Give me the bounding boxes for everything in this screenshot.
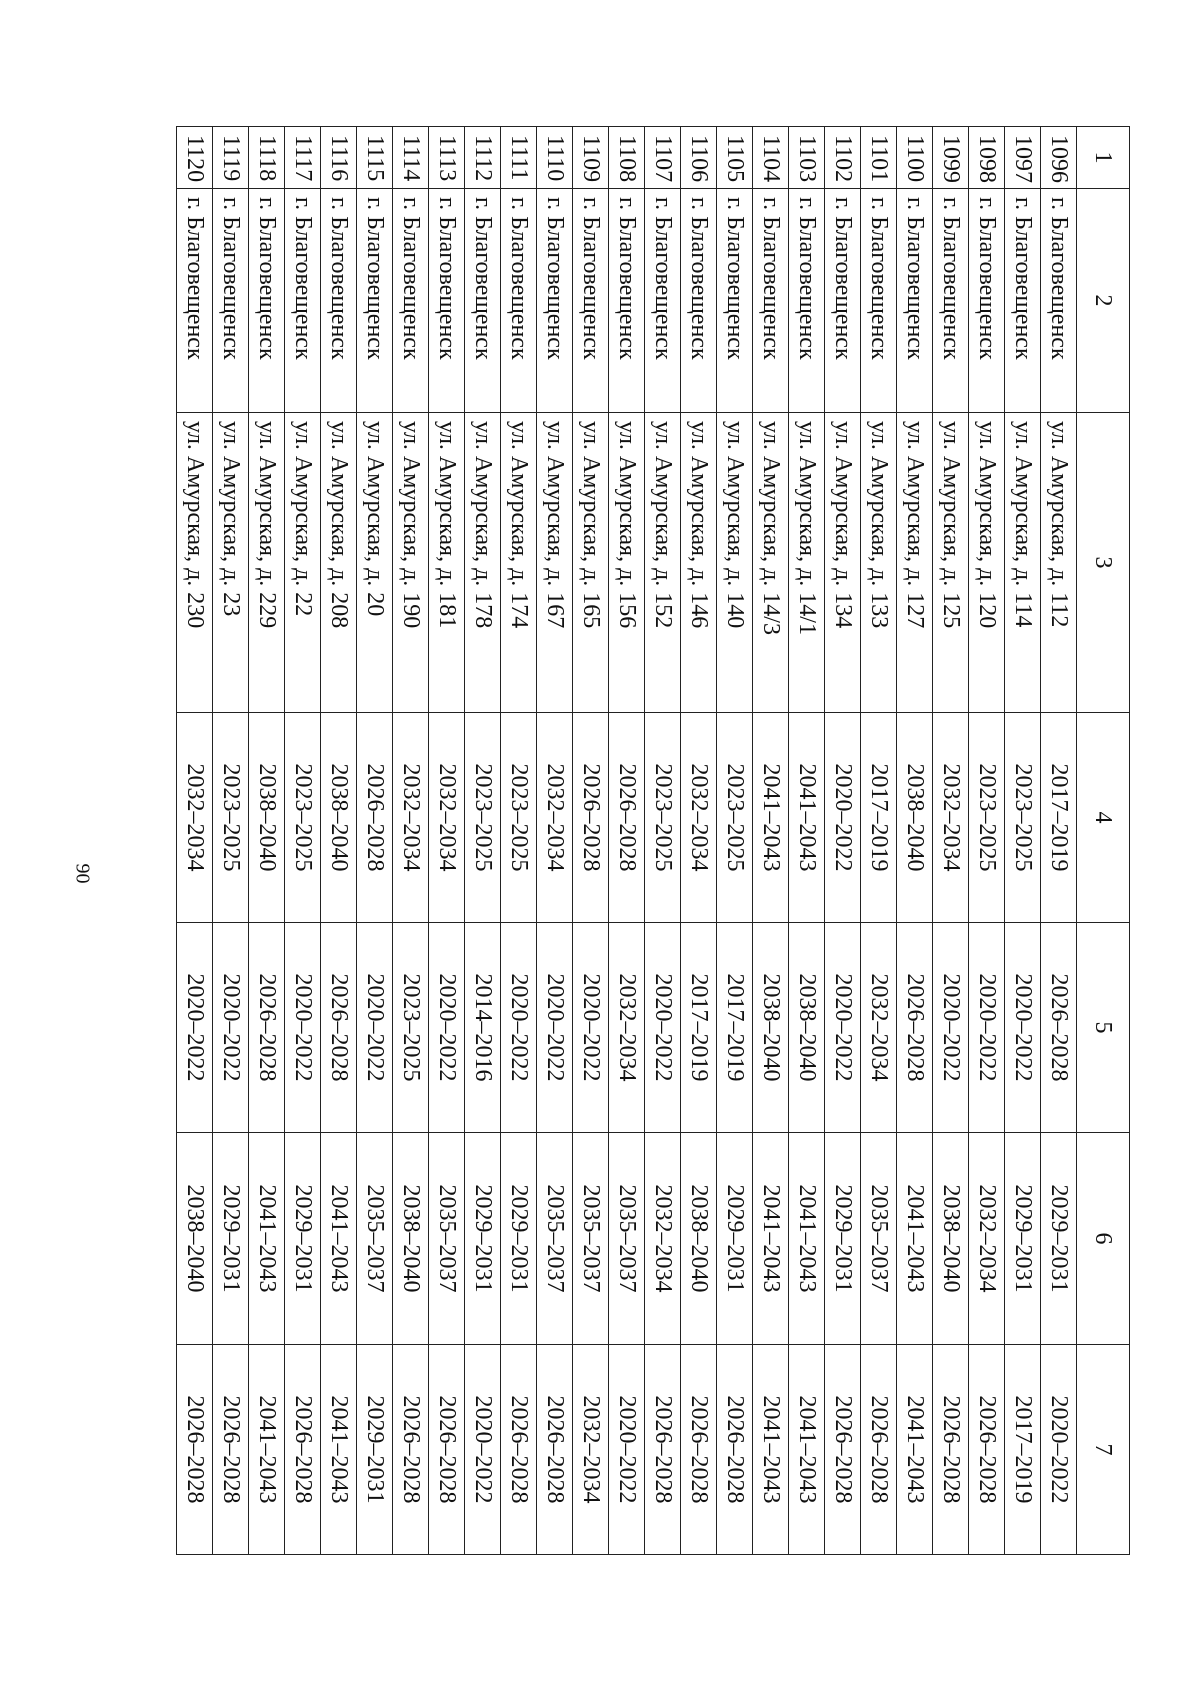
address-cell: ул. Амурская, д. 156	[609, 413, 645, 713]
city-cell: г. Благовещенск	[789, 189, 825, 413]
period-cell: 2029–2031	[213, 1133, 249, 1345]
city-cell: г. Благовещенск	[933, 189, 969, 413]
period-cell: 2017–2019	[681, 923, 717, 1133]
city-cell: г. Благовещенск	[285, 189, 321, 413]
row-number-cell: 1118	[249, 127, 285, 189]
period-cell: 2020–2022	[1041, 1345, 1077, 1555]
period-cell: 2041–2043	[897, 1345, 933, 1555]
address-cell: ул. Амурская, д. 190	[393, 413, 429, 713]
period-cell: 2032–2034	[969, 1133, 1005, 1345]
period-cell: 2032–2034	[177, 713, 213, 923]
period-cell: 2038–2040	[393, 1133, 429, 1345]
period-cell: 2041–2043	[753, 713, 789, 923]
address-cell: ул. Амурская, д. 152	[645, 413, 681, 713]
city-cell: г. Благовещенск	[1041, 189, 1077, 413]
address-cell: ул. Амурская, д. 230	[177, 413, 213, 713]
table-row	[177, 127, 213, 1555]
period-cell: 2038–2040	[249, 713, 285, 923]
period-cell: 2026–2028	[825, 1345, 861, 1555]
column-header: 6	[1077, 1133, 1130, 1345]
address-cell: ул. Амурская, д. 125	[933, 413, 969, 713]
row-number-cell: 1111	[501, 127, 537, 189]
period-cell: 2020–2022	[645, 923, 681, 1133]
row-number-cell: 1114	[393, 127, 429, 189]
city-cell: г. Благовещенск	[357, 189, 393, 413]
table-row	[465, 127, 501, 1555]
period-cell: 2023–2025	[645, 713, 681, 923]
period-cell: 2026–2028	[681, 1345, 717, 1555]
period-cell: 2032–2034	[573, 1345, 609, 1555]
row-number-cell: 1106	[681, 127, 717, 189]
period-cell: 2041–2043	[789, 1345, 825, 1555]
period-cell: 2020–2022	[357, 923, 393, 1133]
row-number-cell: 1109	[573, 127, 609, 189]
period-cell: 2026–2028	[321, 923, 357, 1133]
period-cell: 2026–2028	[285, 1345, 321, 1555]
address-cell: ул. Амурская, д. 146	[681, 413, 717, 713]
period-cell: 2017–2019	[1005, 1345, 1041, 1555]
address-cell: ул. Амурская, д. 208	[321, 413, 357, 713]
page-number: 90	[71, 863, 94, 884]
period-cell: 2026–2028	[537, 1345, 573, 1555]
schedule-table	[176, 126, 1130, 1555]
period-cell: 2017–2019	[717, 923, 753, 1133]
address-cell: ул. Амурская, д. 140	[717, 413, 753, 713]
table-row	[933, 127, 969, 1555]
period-cell: 2029–2031	[825, 1133, 861, 1345]
table-row	[969, 127, 1005, 1555]
table-row	[573, 127, 609, 1555]
city-cell: г. Благовещенск	[393, 189, 429, 413]
row-number-cell: 1112	[465, 127, 501, 189]
city-cell: г. Благовещенск	[645, 189, 681, 413]
city-cell: г. Благовещенск	[177, 189, 213, 413]
row-number-cell: 1098	[969, 127, 1005, 189]
period-cell: 2020–2022	[285, 923, 321, 1133]
period-cell: 2020–2022	[429, 923, 465, 1133]
period-cell: 2026–2028	[213, 1345, 249, 1555]
period-cell: 2023–2025	[969, 713, 1005, 923]
period-cell: 2026–2028	[501, 1345, 537, 1555]
row-number-cell: 1119	[213, 127, 249, 189]
row-number-cell: 1116	[321, 127, 357, 189]
period-cell: 2035–2037	[573, 1133, 609, 1345]
table-row	[1005, 127, 1041, 1555]
city-cell: г. Благовещенск	[213, 189, 249, 413]
period-cell: 2035–2037	[861, 1133, 897, 1345]
address-cell: ул. Амурская, д. 14/1	[789, 413, 825, 713]
period-cell: 2026–2028	[933, 1345, 969, 1555]
row-number-cell: 1102	[825, 127, 861, 189]
period-cell: 2038–2040	[789, 923, 825, 1133]
table-row	[537, 127, 573, 1555]
period-cell: 2020–2022	[825, 923, 861, 1133]
period-cell: 2026–2028	[429, 1345, 465, 1555]
table-row	[501, 127, 537, 1555]
period-cell: 2041–2043	[321, 1133, 357, 1345]
period-cell: 2026–2028	[249, 923, 285, 1133]
period-cell: 2032–2034	[861, 923, 897, 1133]
row-number-cell: 1115	[357, 127, 393, 189]
period-cell: 2032–2034	[537, 713, 573, 923]
row-number-cell: 1101	[861, 127, 897, 189]
row-number-cell: 1105	[717, 127, 753, 189]
row-number-cell: 1097	[1005, 127, 1041, 189]
period-cell: 2041–2043	[753, 1345, 789, 1555]
city-cell: г. Благовещенск	[609, 189, 645, 413]
address-cell: ул. Амурская, д. 229	[249, 413, 285, 713]
period-cell: 2020–2022	[1005, 923, 1041, 1133]
period-cell: 2023–2025	[393, 923, 429, 1133]
period-cell: 2026–2028	[393, 1345, 429, 1555]
table-row	[861, 127, 897, 1555]
period-cell: 2038–2040	[933, 1133, 969, 1345]
row-number-cell: 1107	[645, 127, 681, 189]
table-row	[609, 127, 645, 1555]
column-header: 5	[1077, 923, 1130, 1133]
period-cell: 2041–2043	[897, 1133, 933, 1345]
period-cell: 2041–2043	[789, 1133, 825, 1345]
period-cell: 2020–2022	[969, 923, 1005, 1133]
table-row	[717, 127, 753, 1555]
period-cell: 2026–2028	[645, 1345, 681, 1555]
row-number-cell: 1099	[933, 127, 969, 189]
city-cell: г. Благовещенск	[1005, 189, 1041, 413]
period-cell: 2035–2037	[357, 1133, 393, 1345]
period-cell: 2023–2025	[285, 713, 321, 923]
table-row	[681, 127, 717, 1555]
period-cell: 2041–2043	[249, 1345, 285, 1555]
row-number-cell: 1108	[609, 127, 645, 189]
city-cell: г. Благовещенск	[753, 189, 789, 413]
document-body	[176, 126, 1130, 1554]
period-cell: 2026–2028	[609, 713, 645, 923]
period-cell: 2020–2022	[213, 923, 249, 1133]
period-cell: 2029–2031	[717, 1133, 753, 1345]
period-cell: 2023–2025	[501, 713, 537, 923]
period-cell: 2020–2022	[177, 923, 213, 1133]
city-cell: г. Благовещенск	[429, 189, 465, 413]
period-cell: 2029–2031	[501, 1133, 537, 1345]
period-cell: 2041–2043	[321, 1345, 357, 1555]
period-cell: 2032–2034	[933, 713, 969, 923]
period-cell: 2032–2034	[393, 713, 429, 923]
table-row	[321, 127, 357, 1555]
period-cell: 2026–2028	[177, 1345, 213, 1555]
table-row	[393, 127, 429, 1555]
address-cell: ул. Амурская, д. 133	[861, 413, 897, 713]
period-cell: 2026–2028	[573, 713, 609, 923]
city-cell: г. Благовещенск	[897, 189, 933, 413]
period-cell: 2014–2016	[465, 923, 501, 1133]
period-cell: 2020–2022	[573, 923, 609, 1133]
address-cell: ул. Амурская, д. 178	[465, 413, 501, 713]
period-cell: 2023–2025	[1005, 713, 1041, 923]
period-cell: 2026–2028	[1041, 923, 1077, 1133]
row-number-cell: 1120	[177, 127, 213, 189]
city-cell: г. Благовещенск	[681, 189, 717, 413]
period-cell: 2032–2034	[681, 713, 717, 923]
column-header: 1	[1077, 127, 1130, 189]
column-header: 2	[1077, 189, 1130, 413]
address-cell: ул. Амурская, д. 120	[969, 413, 1005, 713]
address-cell: ул. Амурская, д. 174	[501, 413, 537, 713]
row-number-cell: 1113	[429, 127, 465, 189]
table-row	[789, 127, 825, 1555]
period-cell: 2041–2043	[753, 1133, 789, 1345]
city-cell: г. Благовещенск	[969, 189, 1005, 413]
city-cell: г. Благовещенск	[717, 189, 753, 413]
city-cell: г. Благовещенск	[501, 189, 537, 413]
period-cell: 2029–2031	[357, 1345, 393, 1555]
period-cell: 2032–2034	[429, 713, 465, 923]
period-cell: 2023–2025	[717, 713, 753, 923]
row-number-cell: 1096	[1041, 127, 1077, 189]
address-cell: ул. Амурская, д. 112	[1041, 413, 1077, 713]
period-cell: 2017–2019	[861, 713, 897, 923]
period-cell: 2029–2031	[1005, 1133, 1041, 1345]
address-cell: ул. Амурская, д. 134	[825, 413, 861, 713]
table-row	[753, 127, 789, 1555]
period-cell: 2038–2040	[681, 1133, 717, 1345]
table-row	[213, 127, 249, 1555]
table-header	[1077, 127, 1130, 1555]
period-cell: 2035–2037	[429, 1133, 465, 1345]
table-row	[285, 127, 321, 1555]
period-cell: 2029–2031	[1041, 1133, 1077, 1345]
column-header: 3	[1077, 413, 1130, 713]
city-cell: г. Благовещенск	[465, 189, 501, 413]
column-header: 7	[1077, 1345, 1130, 1555]
period-cell: 2020–2022	[465, 1345, 501, 1555]
city-cell: г. Благовещенск	[321, 189, 357, 413]
period-cell: 2041–2043	[789, 713, 825, 923]
city-cell: г. Благовещенск	[825, 189, 861, 413]
period-cell: 2026–2028	[357, 713, 393, 923]
row-number-cell: 1100	[897, 127, 933, 189]
period-cell: 2035–2037	[537, 1133, 573, 1345]
period-cell: 2026–2028	[897, 923, 933, 1133]
table-row	[1041, 127, 1077, 1555]
row-number-cell: 1103	[789, 127, 825, 189]
city-cell: г. Благовещенск	[861, 189, 897, 413]
period-cell: 2020–2022	[501, 923, 537, 1133]
row-number-cell: 1104	[753, 127, 789, 189]
address-cell: ул. Амурская, д. 165	[573, 413, 609, 713]
header-row	[1077, 127, 1130, 1555]
period-cell: 2035–2037	[609, 1133, 645, 1345]
city-cell: г. Благовещенск	[573, 189, 609, 413]
period-cell: 2020–2022	[825, 713, 861, 923]
table-body	[177, 127, 1077, 1555]
address-cell: ул. Амурская, д. 14/3	[753, 413, 789, 713]
period-cell: 2029–2031	[465, 1133, 501, 1345]
address-cell: ул. Амурская, д. 114	[1005, 413, 1041, 713]
period-cell: 2029–2031	[285, 1133, 321, 1345]
table-row	[645, 127, 681, 1555]
address-cell: ул. Амурская, д. 167	[537, 413, 573, 713]
period-cell: 2032–2034	[609, 923, 645, 1133]
period-cell: 2020–2022	[933, 923, 969, 1133]
city-cell: г. Благовещенск	[249, 189, 285, 413]
table-row	[825, 127, 861, 1555]
address-cell: ул. Амурская, д. 23	[213, 413, 249, 713]
period-cell: 2038–2040	[753, 923, 789, 1133]
row-number-cell: 1117	[285, 127, 321, 189]
city-cell: г. Благовещенск	[537, 189, 573, 413]
period-cell: 2017–2019	[1041, 713, 1077, 923]
table-row	[897, 127, 933, 1555]
period-cell: 2038–2040	[177, 1133, 213, 1345]
period-cell: 2032–2034	[645, 1133, 681, 1345]
address-cell: ул. Амурская, д. 127	[897, 413, 933, 713]
column-header: 4	[1077, 713, 1130, 923]
row-number-cell: 1110	[537, 127, 573, 189]
period-cell: 2026–2028	[969, 1345, 1005, 1555]
address-cell: ул. Амурская, д. 22	[285, 413, 321, 713]
period-cell: 2041–2043	[249, 1133, 285, 1345]
table-row	[249, 127, 285, 1555]
period-cell: 2023–2025	[213, 713, 249, 923]
period-cell: 2026–2028	[861, 1345, 897, 1555]
period-cell: 2026–2028	[717, 1345, 753, 1555]
address-cell: ул. Амурская, д. 20	[357, 413, 393, 713]
table-row	[429, 127, 465, 1555]
period-cell: 2038–2040	[321, 713, 357, 923]
address-cell: ул. Амурская, д. 181	[429, 413, 465, 713]
period-cell: 2023–2025	[465, 713, 501, 923]
period-cell: 2020–2022	[537, 923, 573, 1133]
period-cell: 2038–2040	[897, 713, 933, 923]
period-cell: 2020–2022	[609, 1345, 645, 1555]
table-row	[357, 127, 393, 1555]
